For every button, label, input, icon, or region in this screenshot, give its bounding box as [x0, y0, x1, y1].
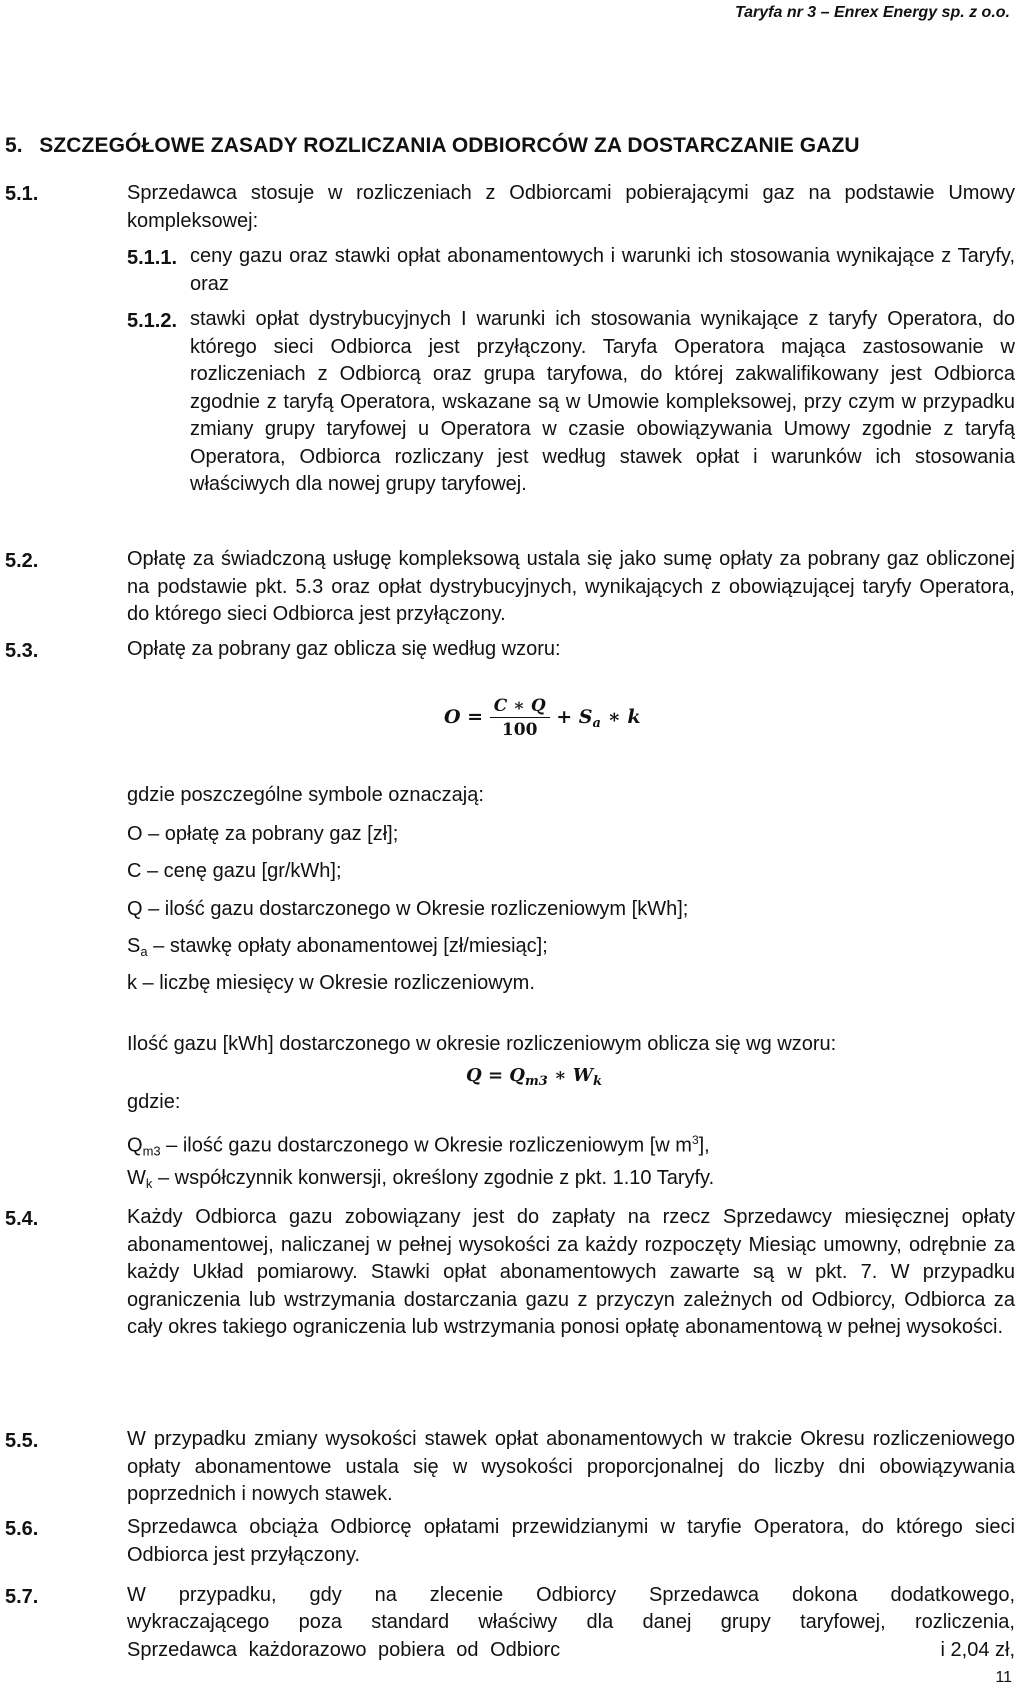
- symbol-sa-subscript: a: [140, 944, 148, 959]
- symbol-qm3: [127, 1127, 710, 1165]
- formula-denominator: 100: [501, 720, 538, 740]
- price-formula: [444, 696, 641, 740]
- point-number-5-6: 5.6.: [5, 1518, 39, 1540]
- formula-fraction: [490, 696, 550, 740]
- point-number-5-3: 5.3.: [5, 640, 39, 662]
- symbol-sa-letter: S: [127, 935, 141, 957]
- page-header: Taryfa nr 3 – Enrex Energy sp. z o.o.: [734, 4, 1010, 21]
- point-number-5-2: 5.2.: [5, 550, 39, 572]
- point-5-7-line-2: wykraczającego poza standard właściwy dla danej grupy taryfowej, rozliczenia,: [127, 1611, 1015, 1633]
- symbol-wk-subscript: k: [145, 1176, 153, 1191]
- formula-plus-s: + S: [556, 706, 593, 728]
- quantity-formula: [466, 1065, 602, 1089]
- point-5-4-text: Każdy Odbiorca gazu zobowiązany jest do zapłaty na rzecz Sprzedawcy miesięcznej opłaty abonamentowej, naliczanej w pełnej wysokości za każdy rozpoczęty Miesiąc umowny, odrębnie za każdy Układ pomiarowy. Stawki opłat abonamentowych zawarte są w pkt. 7. W przypadku ograniczenia lub wstrzymania dostarczania gazu z przyczyn zależnych od Odbiorcy, Odbiorca za cały okres takiego ograniczenia lub wstrzymania ponosi opłatę abonamentową w pełnej wysokości.: [127, 1206, 1015, 1338]
- formula-tail: ∗ k: [600, 706, 641, 728]
- symbol-sa-text: – stawkę opłaty abonamentowej [zł/miesiąc];: [147, 935, 548, 957]
- point-number-5-5: 5.5.: [5, 1430, 39, 1452]
- point-number-5-1: 5.1.: [5, 183, 39, 205]
- point-number-5-1-1: 5.1.1.: [127, 247, 178, 269]
- formula2-sub-m3: m3: [524, 1074, 548, 1089]
- symbol-k: k – liczbę miesięcy w Okresie rozliczeniowym.: [127, 972, 535, 994]
- symbol-qm3-end: ],: [698, 1134, 710, 1157]
- symbol-qm3-text: – ilość gazu dostarczonego w Okresie rozliczeniowym [w m: [160, 1134, 692, 1157]
- symbol-q: Q – ilość gazu dostarczonego w Okresie rozliczeniowym [kWh];: [127, 898, 689, 920]
- point-5-5-text: W przypadku zmiany wysokości stawek opłat abonamentowych w trakcie Okresu rozliczeniowego opłaty abonamentowe ustala się w wysokości proporcjonalnej do liczby dni obowiązywania poprzednich i nowych stawek.: [127, 1428, 1015, 1505]
- where-label: gdzie:: [127, 1091, 181, 1113]
- symbol-c: C – cenę gazu [gr/kWh];: [127, 860, 342, 882]
- formula-sub-a: a: [592, 716, 601, 731]
- symbol-qm3-subscript: m3: [142, 1143, 161, 1159]
- formula2-lhs: Q = Q: [466, 1065, 525, 1086]
- formula2-sub-k: k: [592, 1074, 602, 1089]
- symbol-wk-text: – współczynnik konwersji, określony zgodnie z pkt. 1.10 Taryfy.: [152, 1167, 715, 1189]
- formula2-mid: ∗ W: [547, 1065, 593, 1086]
- point-5-7-line-3a: Sprzedawca każdorazowo pobiera od Odbiorc: [127, 1639, 561, 1661]
- point-5-7-line-1: W przypadku, gdy na zlecenie Odbiorcy Sprzedawca dokona dodatkowego,: [127, 1584, 1015, 1606]
- point-5-2-text: Opłatę za świadczoną usługę kompleksową ustala się jako sumę opłaty za pobrany gaz obliczonej na podstawie pkt. 5.3 oraz opłat dystrybucyjnych, wynikających z obowiązującej taryfy Operatora, do którego sieci Odbiorca jest przyłączony.: [127, 548, 1015, 625]
- point-5-1-text: Sprzedawca stosuje w rozliczeniach z Odbiorcami pobierającymi gaz na podstawie Umowy kompleksowej:: [127, 182, 1015, 232]
- formula-lhs: O =: [444, 706, 484, 728]
- symbol-sa: [127, 933, 548, 965]
- point-number-5-1-2: 5.1.2.: [127, 310, 178, 332]
- point-5-1-1-text: ceny gazu oraz stawki opłat abonamentowych i warunki ich stosowania wynikające z Taryfy, oraz: [190, 245, 1015, 295]
- point-number-5-7: 5.7.: [5, 1586, 39, 1608]
- section-heading: 5. SZCZEGÓŁOWE ZASADY ROZLICZANIA ODBIORCÓW ZA DOSTARCZANIE GAZU: [5, 134, 860, 157]
- point-5-7-line-3b: i 2,04 zł,: [940, 1639, 1015, 1661]
- point-number-5-4: 5.4.: [5, 1208, 39, 1230]
- symbol-qm3-superscript: 3: [691, 1133, 699, 1147]
- symbol-wk: [127, 1165, 714, 1197]
- symbol-qm3-letter: Q: [127, 1134, 143, 1157]
- point-5-6-text: Sprzedawca obciąża Odbiorcę opłatami przewidzianymi w taryfie Operatora, do którego sieci Odbiorca jest przyłączony.: [127, 1516, 1015, 1566]
- symbol-wk-letter: W: [127, 1167, 146, 1189]
- symbol-o: O – opłatę za pobrany gaz [zł];: [127, 823, 399, 845]
- point-5-3-text: Opłatę za pobrany gaz oblicza się według wzoru:: [127, 638, 561, 660]
- quantity-intro: Ilość gazu [kWh] dostarczonego w okresie rozliczeniowym oblicza się wg wzoru:: [127, 1033, 837, 1055]
- formula-numerator: C ∗ Q: [490, 696, 550, 718]
- symbols-intro: gdzie poszczególne symbole oznaczają:: [127, 784, 484, 806]
- page-number: 11: [995, 1669, 1012, 1686]
- point-5-1-2-text: stawki opłat dystrybucyjnych I warunki ich stosowania wynikające z taryfy Operatora, do którego sieci Odbiorca jest przyłączony. Taryfa Operatora mająca zastosowanie w rozliczeniach z Odbiorcą oraz grupa taryfowa, do której zakwalifikowany jest Odbiorca zgodnie z taryfą Operatora, wskazane są w Umowie kompleksowej, przy czym w przypadku zmiany grupy taryfowej u Operatora w czasie obowiązywania Umowy zgodnie z taryfą Operatora, Odbiorca rozliczany jest według stawek opłat i warunków ich stosowania właściwych dla nowej grupy taryfowej.: [190, 308, 1015, 495]
